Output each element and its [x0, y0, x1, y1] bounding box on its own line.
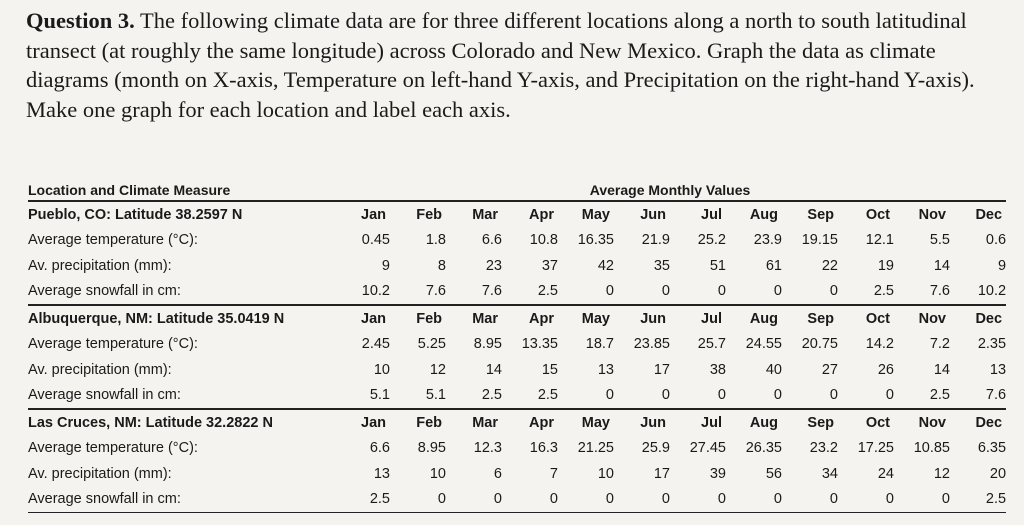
- table-row: [28, 383, 1006, 410]
- table-row: [28, 228, 1006, 254]
- table-cell: 0: [605, 283, 614, 300]
- table-cell: 24.55: [745, 336, 782, 353]
- header-location-measure: Location and Climate Measure: [28, 182, 231, 198]
- table-cell: 2.5: [537, 387, 558, 404]
- table-row: [28, 357, 1006, 383]
- measure-label: Av. precipitation (mm):: [28, 257, 172, 274]
- table-cell: 0: [773, 283, 782, 300]
- table-cell: 14: [933, 361, 950, 378]
- header-average-monthly-values: Average Monthly Values: [589, 182, 751, 198]
- month-header: Jun: [640, 206, 666, 223]
- table-cell: 61: [765, 257, 782, 274]
- table-cell: 5.5: [929, 232, 950, 249]
- month-header: Jan: [361, 206, 386, 223]
- month-header: Feb: [416, 414, 442, 431]
- table-body: [28, 201, 1006, 513]
- table-cell: 10: [373, 361, 390, 378]
- table-cell: 0: [829, 387, 838, 404]
- month-header: Jun: [640, 414, 666, 431]
- table-cell: 8.95: [473, 336, 502, 353]
- table-cell: 8: [437, 257, 446, 274]
- table-header-row: [28, 176, 1006, 201]
- table-cell: 12: [933, 465, 950, 482]
- table-cell: 39: [709, 465, 726, 482]
- table-cell: 0: [717, 283, 726, 300]
- month-header: Nov: [918, 206, 946, 223]
- table-cell: 0: [605, 387, 614, 404]
- table-cell: 13: [989, 361, 1007, 378]
- table-cell: 0.6: [985, 232, 1007, 249]
- month-header: Feb: [416, 206, 442, 223]
- table-cell: 0: [661, 491, 670, 508]
- table-cell: 18.7: [585, 336, 614, 353]
- month-header: Apr: [529, 414, 554, 431]
- table-row: [28, 487, 1006, 513]
- table-cell: 51: [709, 257, 726, 274]
- table-cell: 0: [885, 387, 894, 404]
- table-cell: 8.95: [417, 440, 446, 457]
- table-cell: 17: [653, 361, 670, 378]
- table-cell: 23.85: [633, 336, 670, 353]
- month-header: Mar: [472, 310, 498, 327]
- table-row: [28, 279, 1006, 306]
- measure-label: Average snowfall in cm:: [28, 491, 181, 508]
- table-cell: 12.1: [865, 232, 894, 249]
- month-header: May: [581, 310, 610, 327]
- table-cell: 2.5: [985, 491, 1007, 508]
- table-cell: 20: [989, 465, 1007, 482]
- table-cell: 0: [661, 387, 670, 404]
- table-cell: 7.6: [425, 283, 446, 300]
- table-cell: 22: [821, 257, 838, 274]
- table-cell: 2.5: [873, 283, 894, 300]
- table-cell: 19: [877, 257, 894, 274]
- table-cell: 10.85: [913, 440, 950, 457]
- table-cell: 25.7: [697, 336, 726, 353]
- table-cell: 7.2: [929, 336, 950, 353]
- month-header: Apr: [529, 310, 554, 327]
- table-cell: 17: [653, 465, 670, 482]
- month-header: Oct: [865, 310, 890, 327]
- month-header: Aug: [749, 414, 778, 431]
- table-cell: 2.5: [369, 491, 390, 508]
- table-cell: 24: [877, 465, 894, 482]
- table-cell: 10: [597, 465, 614, 482]
- month-header: Dec: [975, 206, 1003, 223]
- table-cell: 0: [773, 387, 782, 404]
- month-header: May: [581, 414, 610, 431]
- month-header: May: [581, 206, 610, 223]
- table-cell: 5.1: [425, 387, 446, 404]
- measure-label: Average temperature (°C):: [28, 232, 198, 249]
- table-cell: 27.45: [689, 440, 726, 457]
- table-cell: 12: [429, 361, 446, 378]
- table-cell: 20.75: [801, 336, 838, 353]
- table-cell: 21.9: [641, 232, 670, 249]
- table-cell: 0: [605, 491, 614, 508]
- table-cell: 15: [541, 361, 558, 378]
- table-cell: 0: [829, 283, 838, 300]
- location-name: Las Cruces, NM: Latitude 32.2822 N: [28, 414, 273, 431]
- table-cell: 2.35: [977, 336, 1007, 353]
- table-cell: 35: [653, 257, 670, 274]
- table-cell: 1.8: [425, 232, 446, 249]
- table-cell: 27: [821, 361, 838, 378]
- month-header: Jul: [701, 206, 722, 223]
- table-cell: 10.8: [529, 232, 558, 249]
- table-cell: 21.25: [577, 440, 614, 457]
- table-cell: 0: [941, 491, 950, 508]
- table-cell: 25.2: [697, 232, 726, 249]
- month-header: Aug: [749, 206, 778, 223]
- month-header: Jun: [640, 310, 666, 327]
- month-header: Jan: [361, 414, 386, 431]
- month-header: Apr: [529, 206, 554, 223]
- table-cell: 23.2: [809, 440, 838, 457]
- table-cell: 19.15: [801, 232, 838, 249]
- question-text: [26, 6, 996, 124]
- month-header: Feb: [416, 310, 442, 327]
- table-cell: 2.45: [361, 336, 390, 353]
- table-cell: 10.2: [361, 283, 390, 300]
- table-row: [28, 461, 1006, 487]
- table-cell: 14.2: [865, 336, 894, 353]
- month-header: Nov: [918, 414, 946, 431]
- table-cell: 6: [493, 465, 502, 482]
- table-cell: 10: [429, 465, 446, 482]
- measure-label: Average snowfall in cm:: [28, 387, 181, 404]
- table-cell: 2.5: [929, 387, 950, 404]
- question-label: Question 3.: [26, 8, 135, 33]
- table-cell: 7: [549, 465, 558, 482]
- measure-label: Average temperature (°C):: [28, 336, 198, 353]
- table-cell: 2.5: [481, 387, 502, 404]
- measure-label: Average snowfall in cm:: [28, 283, 181, 300]
- table-cell: 7.6: [985, 387, 1007, 404]
- month-header: Jul: [701, 414, 722, 431]
- table-cell: 2.5: [537, 283, 558, 300]
- table-cell: 6.6: [481, 232, 502, 249]
- table-cell: 17.25: [857, 440, 894, 457]
- month-header: Jan: [361, 310, 386, 327]
- table-row: [28, 436, 1006, 462]
- table-cell: 7.6: [929, 283, 950, 300]
- location-header-row: [28, 201, 1006, 228]
- table-cell: 0: [549, 491, 558, 508]
- table-cell: 0: [661, 283, 670, 300]
- month-header: Sep: [807, 206, 834, 223]
- month-header: Oct: [865, 414, 890, 431]
- table-cell: 0: [493, 491, 502, 508]
- month-header: Sep: [807, 310, 834, 327]
- table-cell: 6.35: [977, 440, 1007, 457]
- table-cell: 6.6: [369, 440, 390, 457]
- month-header: Nov: [918, 310, 946, 327]
- table-cell: 0.45: [361, 232, 390, 249]
- table-cell: 9: [381, 257, 390, 274]
- climate-data-table: [28, 176, 1006, 513]
- table-cell: 40: [765, 361, 782, 378]
- table-row: [28, 332, 1006, 358]
- location-name: Pueblo, CO: Latitude 38.2597 N: [28, 206, 243, 223]
- measure-label: Av. precipitation (mm):: [28, 465, 172, 482]
- month-header: Dec: [975, 414, 1003, 431]
- location-name: Albuquerque, NM: Latitude 35.0419 N: [28, 310, 285, 327]
- table-cell: 13.35: [521, 336, 558, 353]
- table-cell: 34: [821, 465, 838, 482]
- table-cell: 5.1: [369, 387, 390, 404]
- month-header: Aug: [749, 310, 778, 327]
- table-cell: 5.25: [417, 336, 446, 353]
- table-cell: 0: [437, 491, 446, 508]
- table-cell: 16.3: [529, 440, 558, 457]
- table-cell: 14: [485, 361, 502, 378]
- table-cell: 25.9: [641, 440, 670, 457]
- table-cell: 14: [933, 257, 950, 274]
- table-cell: 10.2: [977, 283, 1007, 300]
- location-header-row: [28, 409, 1006, 436]
- measure-label: Av. precipitation (mm):: [28, 361, 172, 378]
- table-cell: 16.35: [577, 232, 614, 249]
- table-cell: 23.9: [753, 232, 782, 249]
- table-cell: 42: [597, 257, 614, 274]
- location-header-row: [28, 305, 1006, 332]
- measure-label: Average temperature (°C):: [28, 440, 198, 457]
- table-cell: 13: [373, 465, 390, 482]
- table-row: [28, 253, 1006, 279]
- month-header: Sep: [807, 414, 834, 431]
- table-cell: 13: [597, 361, 614, 378]
- table-cell: 0: [773, 491, 782, 508]
- month-header: Jul: [701, 310, 722, 327]
- table-cell: 38: [709, 361, 726, 378]
- question-body: The following climate data are for three different locations along a north to south latitudinal transect (at roughly the same longitude) across Colorado and New Mexico. Graph the data as climate diagrams (month on X-axis, Temperature on left-hand Y-axis, and Precipitation on the right-hand Y-axis). Make one graph for each location and label each axis.: [26, 8, 975, 122]
- table-cell: 7.6: [481, 283, 502, 300]
- month-header: Mar: [472, 206, 498, 223]
- table-cell: 26.35: [745, 440, 782, 457]
- table-cell: 26: [877, 361, 894, 378]
- table-cell: 37: [541, 257, 558, 274]
- table-cell: 56: [765, 465, 782, 482]
- month-header: Oct: [865, 206, 890, 223]
- month-header: Dec: [975, 310, 1003, 327]
- table-cell: 0: [829, 491, 838, 508]
- table-cell: 9: [997, 257, 1007, 274]
- table-cell: 0: [885, 491, 894, 508]
- table-cell: 23: [485, 257, 502, 274]
- table-cell: 0: [717, 491, 726, 508]
- month-header: Mar: [472, 414, 498, 431]
- table-cell: 12.3: [473, 440, 502, 457]
- table-cell: 0: [717, 387, 726, 404]
